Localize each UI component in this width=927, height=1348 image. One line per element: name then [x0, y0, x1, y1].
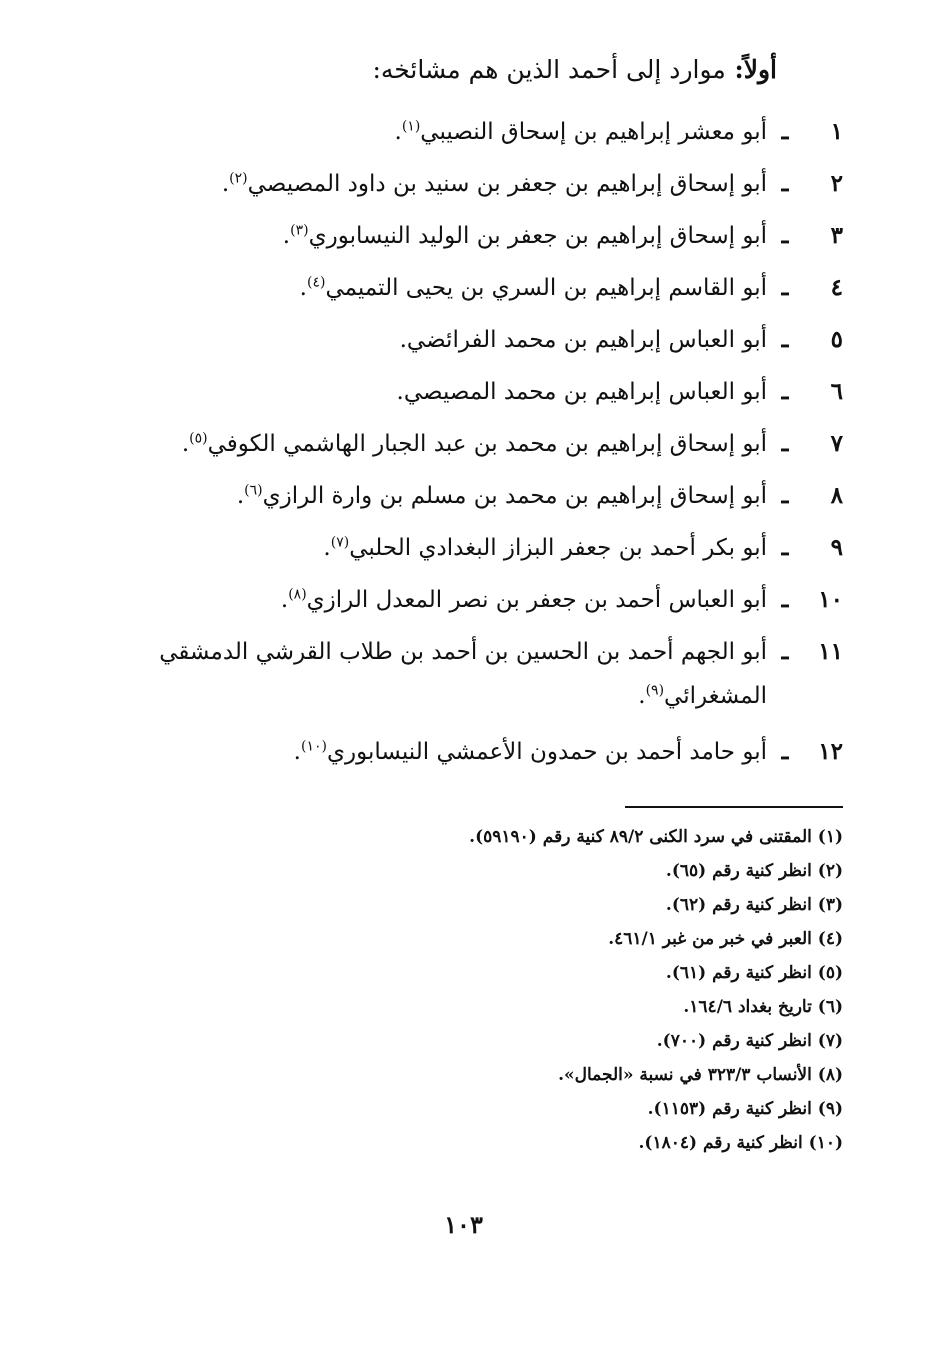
item-dash: ـ [781, 170, 789, 197]
list-item [123, 630, 843, 718]
item-text: أبو إسحاق إبراهيم بن جعفر بن الوليد النيسابوري$^{(٣)}$. [282, 222, 767, 249]
item-dash: ـ [781, 638, 789, 665]
footnote: (٥) انظر كنية رقم (٦١). [665, 963, 843, 983]
item-dash: ـ [781, 430, 789, 457]
footnote: (٢) انظر كنية رقم (٦٥). [665, 861, 843, 881]
footnote: (١٠) انظر كنية رقم (١٨٠٤). [638, 1133, 843, 1153]
item-text: أبو القاسم إبراهيم بن السري بن يحيى التميمي$^{(٤)}$. [299, 274, 767, 301]
item-number: ٥ [830, 326, 843, 353]
section-heading-lead: أولاً: [734, 55, 777, 84]
footnote: (٩) انظر كنية رقم (١١٥٣). [647, 1099, 843, 1119]
footnote-ref[interactable]: (٦) [244, 482, 263, 499]
item-dash: ـ [781, 274, 789, 301]
item-dash: ـ [781, 326, 789, 353]
item-text: أبو العباس إبراهيم بن محمد الفرائضي. [399, 327, 767, 353]
item-dash: ـ [781, 586, 789, 613]
item-text: أبو الجهم أحمد بن الحسين بن أحمد بن طلاب القرشي الدمشقي المشغرائي$^{(٩)}$. [159, 639, 767, 709]
item-number: ٢ [830, 170, 843, 197]
list-item [123, 730, 843, 774]
footnote-ref[interactable]: (٤) [306, 274, 326, 291]
footnote: (١) المقتنى في سرد الكنى ٨٩/٢ كنية رقم (٥٩١٩٠). [469, 827, 843, 847]
footnote-divider [625, 806, 843, 808]
section-heading-title: موارد إلى أحمد الذين هم مشائخه: [372, 55, 726, 84]
list-item [123, 110, 843, 154]
footnote-ref[interactable]: (١) [401, 118, 421, 135]
list-item [123, 318, 843, 362]
footnote-ref[interactable]: (٥) [189, 430, 208, 447]
footnote-ref[interactable]: (١٠) [300, 738, 327, 755]
list-item [123, 474, 843, 518]
footnote-ref[interactable]: (٧) [330, 534, 350, 551]
item-number: ٧ [830, 430, 843, 457]
list-item [123, 266, 843, 310]
item-dash: ـ [781, 378, 789, 405]
list-item [123, 370, 843, 414]
item-number: ٣ [830, 222, 843, 249]
item-text: أبو بكر أحمد بن جعفر البزاز البغدادي الحلبي$^{(٧)}$. [323, 534, 767, 561]
list-item [123, 578, 843, 622]
footnote-ref[interactable]: (٩) [645, 682, 665, 699]
item-dash: ـ [781, 118, 789, 145]
footnote: (٨) الأنساب ٣٢٣/٣ في نسبة «الجمال». [558, 1065, 843, 1085]
section-heading [137, 50, 777, 90]
list-item [123, 214, 843, 258]
item-dash: ـ [781, 534, 789, 561]
item-number: ٦ [830, 378, 843, 405]
item-number: ١ [830, 118, 843, 145]
item-dash: ـ [781, 738, 789, 765]
list-item [123, 162, 843, 206]
item-number: ١١ [818, 638, 843, 665]
footnote-ref[interactable]: (٢) [229, 170, 248, 187]
item-text: أبو العباس إبراهيم بن محمد المصيصي. [396, 379, 767, 405]
page-number: ١٠٣ [444, 1210, 483, 1239]
item-number: ٩ [830, 534, 843, 561]
footnote: (٧) انظر كنية رقم (٧٠٠). [656, 1031, 843, 1051]
item-number: ٤ [830, 274, 843, 301]
item-text: أبو إسحاق إبراهيم بن محمد بن مسلم بن وارة الرازي$^{(٦)}$. [236, 482, 767, 509]
footnote-ref[interactable]: (٣) [290, 222, 309, 239]
item-dash: ـ [781, 222, 789, 249]
list-item [123, 422, 843, 466]
item-number: ٨ [830, 482, 843, 509]
footnote: (٣) انظر كنية رقم (٦٢). [665, 895, 843, 915]
footnote: (٦) تاريخ بغداد ١٦٤/٦. [683, 997, 843, 1017]
footnote-ref[interactable]: (٨) [288, 586, 307, 603]
item-text: أبو إسحاق إبراهيم بن محمد بن عبد الجبار الهاشمي الكوفي$^{(٥)}$. [181, 430, 767, 457]
list-item [123, 526, 843, 570]
item-text: أبو حامد أحمد بن حمدون الأعمشي النيسابوري$^{(١٠)}$. [293, 738, 767, 765]
item-dash: ـ [781, 482, 789, 509]
item-number: ١٠ [818, 586, 843, 613]
item-text: أبو العباس أحمد بن جعفر بن نصر المعدل الرازي$^{(٨)}$. [280, 586, 767, 613]
footnote: (٤) العبر في خبر من غبر ٤٦١/١. [608, 929, 843, 949]
item-text: أبو معشر إبراهيم بن إسحاق النصيبي$^{(١)}$. [394, 118, 767, 145]
item-number: ١٢ [818, 738, 843, 765]
item-text: أبو إسحاق إبراهيم بن جعفر بن سنيد بن داود المصيصي$^{(٢)}$. [221, 170, 767, 197]
